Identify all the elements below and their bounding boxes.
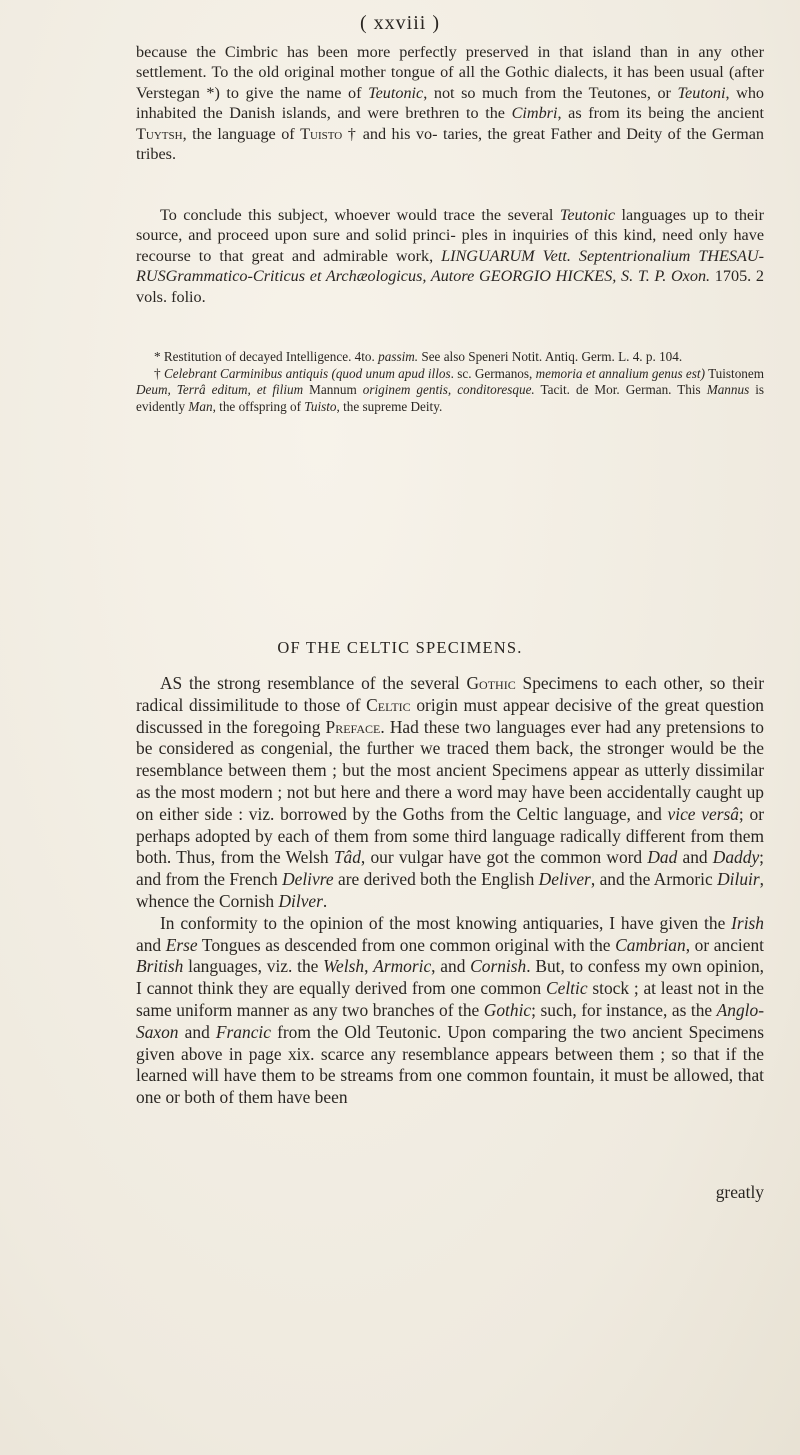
footnote-2 [136, 366, 764, 416]
text-line: its being the ancient [626, 104, 764, 123]
text-line: , who [725, 83, 765, 102]
section-heading: OF THE CELTIC SPECIMENS. [277, 638, 523, 657]
italic-term: Delivre [282, 869, 334, 890]
paragraph-cimbric [136, 42, 764, 164]
paragraph-hickes [136, 205, 764, 307]
italic-term: vice versâ [667, 803, 739, 824]
footnote-text: Mannum [303, 382, 363, 398]
text-line: 1705. 2 vols. folio. [136, 267, 765, 306]
text-line: than in any other settlement. To the old original mother tongue of [136, 43, 764, 82]
text-run: In conformity to the opinion of the most knowing antiquaries, I have given the [160, 912, 732, 933]
smallcaps-term: Tuisto [300, 124, 343, 143]
text-run: , or ancient [685, 934, 764, 955]
italic-term: Dilver [278, 890, 323, 911]
italic-term: British [136, 956, 184, 977]
italic-term: Teutonic [368, 83, 424, 102]
text-run: AS the strong resemblance of the several [160, 673, 467, 693]
italic-term: Mannus [706, 382, 750, 398]
text-line: inhabited the Danish islands, and were brethren to the [136, 104, 512, 123]
smallcaps-term: Tuytsh [136, 124, 183, 143]
text-line: taries, the great Father and Deity of the German tribes. [136, 124, 765, 164]
text-run: and [178, 1021, 216, 1042]
italic-term: Grammatico-Criticus et Archæologicus [165, 267, 423, 286]
text-run: . Had these two languages ever had any pretensions to be considered as congenial, the further we traced them back, the stronger would be the resemblance between them ; but the most ancient Specimens appear as utterly dissimilar as the most modern ; not but here and there a word may have been accidentally caught up on either side : viz. borrowed by the Goths from the Celtic language, and [136, 716, 765, 824]
smallcaps-term: Celtic [366, 694, 411, 715]
text-run: ; and from the French [136, 847, 765, 890]
paragraph-irish-erse [136, 913, 764, 1109]
italic-term: Welsh [323, 956, 365, 977]
italic-term: Gothic [483, 999, 532, 1020]
text-line: all the Gothic dialects, it has been usual (after Verstegan *) to give [136, 63, 765, 102]
text-run: . But, to confess my own opinion, I cannot think they are equally derived from one common [136, 956, 765, 999]
italic-term: Celtic [546, 978, 588, 999]
footnote-text: , the supreme Deity. [336, 398, 443, 414]
text-line: languages up to their source, and proceed upon sure and solid princi- [136, 206, 764, 245]
italic-term: Vett. Septentrionalium [534, 246, 691, 265]
text-line: admirable work, [323, 246, 442, 265]
text-line: because the Cimbric has been more perfectly preserved in that island [136, 43, 632, 61]
text-run: Tongues as descended from one common original with the [197, 934, 616, 955]
text-run: , and the Armoric [590, 869, 718, 890]
italic-term: memoria et [535, 365, 596, 381]
italic-term: Dad [647, 847, 678, 868]
text-run: languages, viz. the [183, 956, 324, 977]
paragraph-celtic-specimens [136, 673, 764, 1109]
text-line: , as from [557, 104, 620, 123]
footnote-text: Tuistonem [704, 365, 765, 381]
text-run: ; such, for instance, as the [531, 999, 717, 1020]
italic-term: Francic [215, 1021, 271, 1042]
italic-term: Oxon. [666, 267, 711, 286]
italic-term: Diluir [717, 869, 760, 890]
text-line: ples in inquiries of this kind, need only have recourse to that great and [136, 226, 764, 265]
text-run: Specimens to each other, so their radical dissimilitude to those of [136, 673, 764, 715]
italic-term: Deliver [538, 869, 591, 890]
italic-term: annalium genus est) [598, 365, 705, 381]
italic-term: gentis, conditoresque. [416, 382, 535, 398]
italic-term: Cimbri [511, 104, 558, 123]
footnote-text: Antiq. Germ. L. 4. p. 104. [544, 349, 683, 364]
text-run: . [322, 890, 328, 911]
text-run: , whence the Cornish [136, 869, 764, 911]
text-run: , our vulgar have got the common word [360, 847, 648, 868]
text-run: and [136, 934, 166, 955]
italic-term: Cambrian [615, 934, 686, 955]
italic-term: passim. [378, 349, 419, 364]
text-line: , not so much from the Teutones, or [423, 83, 678, 102]
text-line: the name of [280, 83, 369, 102]
footnote-text: . sc. Germanos, [450, 365, 536, 381]
italic-term: Teutonic [559, 206, 616, 224]
text-run: are derived both the English [333, 869, 539, 890]
italic-term: Tâd [333, 847, 361, 868]
italic-term: THESAU- [690, 246, 764, 265]
text-line: † and his vo- [342, 124, 438, 143]
text-run: origin must appear decisive of the great question discussed in the foregoing [136, 694, 765, 737]
page-number: ( xxviii ) [360, 12, 440, 34]
italic-term: Man [188, 398, 213, 414]
text-run: , [364, 956, 374, 977]
italic-term: Cornish [470, 956, 527, 977]
footnote-text: † [154, 365, 164, 381]
footnote-text: See also Speneri Notit. [418, 349, 543, 364]
italic-term: RUS [136, 267, 166, 286]
italic-term: Erse [165, 934, 198, 955]
italic-term: Irish [731, 912, 764, 933]
smallcaps-term: Preface [325, 716, 381, 737]
smallcaps-term: Gothic [466, 673, 516, 693]
italic-term: Anglo-Saxon [136, 999, 764, 1042]
italic-term: , Autore [422, 267, 479, 286]
italic-term: Teutoni [677, 83, 726, 102]
text-run: stock ; at least not in the same uniform manner as any two branches of the [136, 978, 765, 1020]
italic-term: GEORGIO HICKES, [479, 267, 617, 286]
text-run: ; or perhaps adopted by each of them from some third language radically different from them both. Thus, from the Welsh [136, 803, 764, 868]
footnote-text: offspring of [238, 398, 305, 414]
footnotes [136, 349, 764, 415]
text-line: , the language of [182, 124, 301, 143]
italic-term: LINGUARUM [441, 246, 535, 265]
italic-term: originem [362, 382, 411, 398]
italic-term: Armoric [373, 956, 432, 977]
italic-term: Tuisto [304, 398, 337, 414]
italic-term: Celebrant Carminibus antiquis (quod unum apud illos [163, 365, 451, 381]
footnote-text: is evidently [136, 382, 765, 414]
text-run: and [677, 847, 713, 868]
italic-term: S. T. P. [621, 267, 667, 286]
italic-term: Daddy [712, 847, 760, 868]
text-run: from the Old Teutonic. Upon comparing the two ancient Specimens given above in page xix. scarce any resemblance appears between them ; so that if the learned will have them to be streams from one common fountain, it must be allowed, that one or both of them have been [136, 1021, 764, 1108]
text-line: To conclude this subject, whoever would trace the several [160, 206, 560, 224]
paragraph-gothic-celtic [136, 673, 764, 913]
text-run: , and [431, 956, 471, 977]
italic-term: Deum, Terrâ editum, et filium [136, 382, 304, 398]
footnote-text: Tacit. de Mor. German. This [534, 382, 707, 398]
footnote-text: * Restitution of decayed Intelligence. 4to. [154, 349, 379, 364]
footnote-1 [136, 349, 764, 366]
catchword: greatly [715, 1182, 764, 1202]
footnote-text: , the [212, 398, 236, 414]
